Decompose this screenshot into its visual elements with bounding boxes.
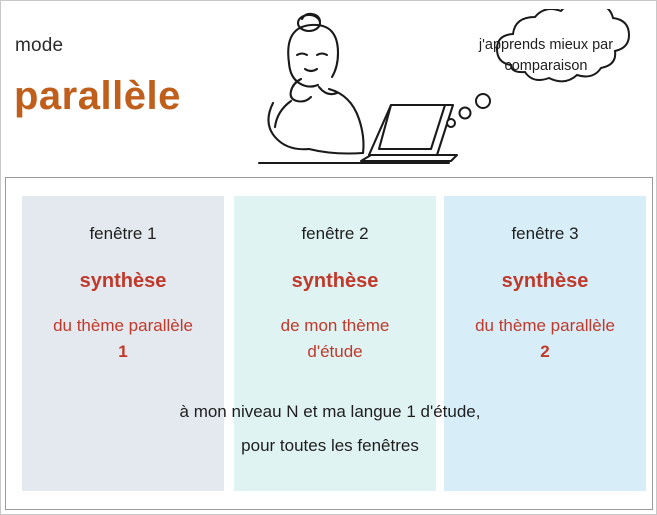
window-subtitle-3-line2: 2: [540, 341, 550, 361]
window-title-1: fenêtre 1: [89, 224, 157, 243]
person-at-laptop-icon: [201, 3, 461, 178]
window-title-2: fenêtre 2: [301, 224, 369, 243]
page-title: parallèle: [14, 74, 181, 118]
window-subtitle-1-line2: 1: [118, 341, 128, 361]
window-subtitle-3: [444, 313, 646, 364]
header-section: [1, 1, 657, 173]
window-synthesis-2: synthèse: [291, 270, 379, 292]
window-subtitle-3-line1: du thème parallèle: [475, 316, 615, 335]
window-title-3: fenêtre 3: [511, 224, 579, 243]
window-subtitle-2-line1: de mon thème: [280, 316, 390, 335]
window-subtitle-2: [234, 313, 436, 364]
window-synthesis-1: synthèse: [79, 270, 167, 292]
window-subtitle-1-line1: du thème parallèle: [53, 316, 193, 335]
footer-note-line-1: à mon niveau N et ma langue 1 d'étude,: [179, 402, 481, 421]
windows-panel: [5, 177, 653, 510]
columns-container: [6, 178, 654, 509]
mode-label: mode: [15, 35, 64, 56]
window-subtitle-2-line2: d'étude: [307, 341, 363, 361]
thought-bubble-text: j'apprends mieux par comparaison: [478, 37, 614, 75]
window-synthesis-3: synthèse: [501, 270, 589, 292]
window-subtitle-1: [22, 313, 224, 364]
footer-note-line-2: pour toutes les fenêtres: [241, 436, 419, 455]
